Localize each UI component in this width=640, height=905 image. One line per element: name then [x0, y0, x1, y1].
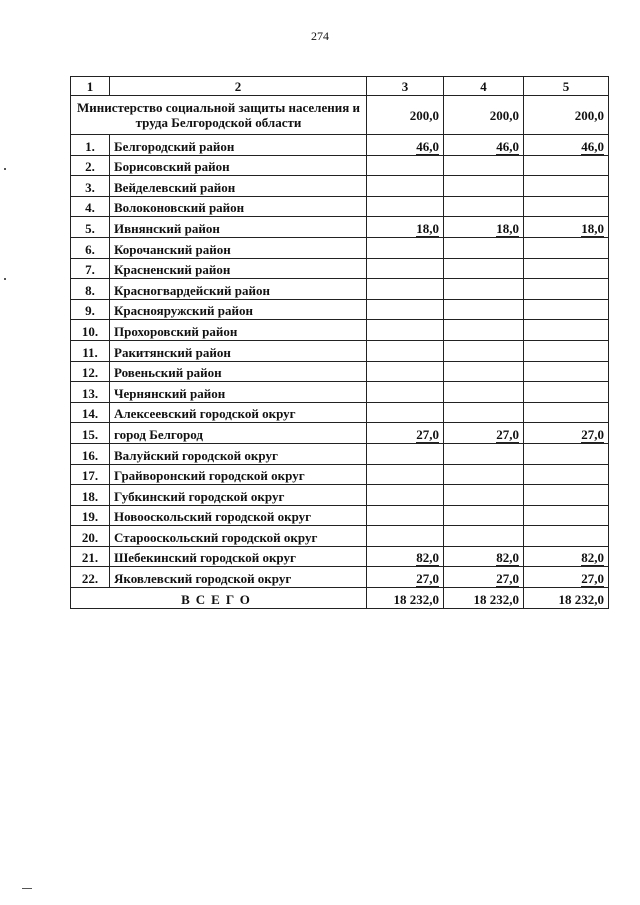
value-text: 27,0	[496, 571, 519, 587]
value-cell	[524, 567, 609, 588]
table-row	[71, 361, 609, 382]
district-name: Ровеньский район	[110, 361, 367, 382]
value-text: 18,0	[416, 220, 439, 236]
value-cell	[444, 196, 524, 217]
value-cell	[524, 464, 609, 485]
value-cell: 200,0	[524, 96, 609, 135]
value-cell	[444, 546, 524, 567]
row-number: 17.	[71, 464, 110, 485]
value-cell	[444, 135, 524, 156]
value-cell	[367, 423, 444, 444]
value-cell	[524, 299, 609, 320]
row-number: 9.	[71, 299, 110, 320]
scan-mark	[4, 168, 6, 170]
district-name: Красногвардейский район	[110, 279, 367, 300]
value-cell	[367, 361, 444, 382]
value-cell	[367, 320, 444, 341]
value-cell	[367, 176, 444, 197]
row-number: 15.	[71, 423, 110, 444]
district-name: Новооскольский городской округ	[110, 505, 367, 526]
ministry-name: Министерство социальной защиты населения и труда Белгородской области	[71, 96, 367, 135]
row-number: 4.	[71, 196, 110, 217]
district-name: Корочанский район	[110, 237, 367, 258]
value-cell	[444, 464, 524, 485]
header-row	[71, 77, 609, 96]
district-name: Ракитянский район	[110, 340, 367, 361]
value-cell	[367, 443, 444, 464]
value-cell	[444, 155, 524, 176]
header-cell: 3	[367, 77, 444, 96]
page-number: 274	[311, 29, 329, 43]
value-cell	[524, 443, 609, 464]
header-cell: 1	[71, 77, 110, 96]
district-name: Ивнянский район	[110, 217, 367, 238]
value-cell	[367, 546, 444, 567]
value-cell	[444, 423, 524, 444]
table-row	[71, 135, 609, 156]
value-text: 18,0	[581, 220, 604, 236]
value-cell	[444, 485, 524, 506]
row-number: 11.	[71, 340, 110, 361]
table-row	[71, 258, 609, 279]
table-row	[71, 423, 609, 444]
value-cell	[367, 258, 444, 279]
value-cell	[524, 258, 609, 279]
value-text: 27,0	[416, 571, 439, 587]
district-name: Губкинский городской округ	[110, 485, 367, 506]
value-cell	[367, 340, 444, 361]
value-cell	[444, 526, 524, 547]
district-name: Борисовский район	[110, 155, 367, 176]
value-cell	[444, 443, 524, 464]
value-cell	[367, 196, 444, 217]
ministry-row	[71, 96, 609, 135]
total-value: 18 232,0	[524, 588, 609, 609]
value-cell	[444, 382, 524, 403]
scan-mark	[4, 278, 6, 280]
district-name: Алексеевский городской округ	[110, 402, 367, 423]
value-text: 82,0	[581, 550, 604, 566]
value-cell	[524, 423, 609, 444]
row-number: 2.	[71, 155, 110, 176]
value-cell	[524, 196, 609, 217]
row-number: 3.	[71, 176, 110, 197]
district-name: Прохоровский район	[110, 320, 367, 341]
district-name: Чернянский район	[110, 382, 367, 403]
table-row	[71, 443, 609, 464]
table-row	[71, 464, 609, 485]
district-name: Грайворонский городской округ	[110, 464, 367, 485]
table-row	[71, 279, 609, 300]
value-cell	[524, 155, 609, 176]
scan-mark	[22, 888, 32, 889]
value-cell	[524, 382, 609, 403]
row-number: 16.	[71, 443, 110, 464]
value-cell	[444, 340, 524, 361]
value-text: 18,0	[496, 220, 519, 236]
total-value: 18 232,0	[367, 588, 444, 609]
value-cell	[367, 485, 444, 506]
table-row	[71, 320, 609, 341]
value-cell	[524, 176, 609, 197]
value-text: 82,0	[496, 550, 519, 566]
value-cell	[367, 382, 444, 403]
value-cell	[444, 361, 524, 382]
value-text: 82,0	[416, 550, 439, 566]
value-cell	[367, 464, 444, 485]
table-row	[71, 526, 609, 547]
value-cell	[524, 526, 609, 547]
district-name: Яковлевский городской округ	[110, 567, 367, 588]
value-cell: 200,0	[444, 96, 524, 135]
row-number: 7.	[71, 258, 110, 279]
district-name: Валуйский городской округ	[110, 443, 367, 464]
district-name: Краснояружский район	[110, 299, 367, 320]
total-value: 18 232,0	[444, 588, 524, 609]
value-cell	[444, 505, 524, 526]
row-number: 14.	[71, 402, 110, 423]
row-number: 8.	[71, 279, 110, 300]
row-number: 1.	[71, 135, 110, 156]
header-cell: 4	[444, 77, 524, 96]
value-cell	[524, 546, 609, 567]
value-cell	[367, 135, 444, 156]
budget-table	[70, 76, 609, 609]
table-row	[71, 382, 609, 403]
value-cell	[524, 135, 609, 156]
value-cell: 200,0	[367, 96, 444, 135]
total-label: ВСЕГО	[71, 588, 367, 609]
table-row	[71, 567, 609, 588]
value-cell	[444, 237, 524, 258]
table-row	[71, 299, 609, 320]
value-cell	[367, 237, 444, 258]
total-row	[71, 588, 609, 609]
district-name: Красненский район	[110, 258, 367, 279]
value-cell	[367, 299, 444, 320]
row-number: 12.	[71, 361, 110, 382]
value-text: 46,0	[496, 138, 519, 154]
row-number: 18.	[71, 485, 110, 506]
row-number: 5.	[71, 217, 110, 238]
value-cell	[367, 505, 444, 526]
district-name: город Белгород	[110, 423, 367, 444]
row-number: 19.	[71, 505, 110, 526]
value-cell	[524, 279, 609, 300]
row-number: 20.	[71, 526, 110, 547]
value-cell	[444, 279, 524, 300]
row-number: 6.	[71, 237, 110, 258]
value-cell	[524, 361, 609, 382]
value-cell	[367, 402, 444, 423]
value-text: 27,0	[416, 426, 439, 442]
value-text: 46,0	[416, 138, 439, 154]
row-number: 13.	[71, 382, 110, 403]
value-cell	[367, 526, 444, 547]
district-name: Белгородский район	[110, 135, 367, 156]
district-name: Старооскольский городской округ	[110, 526, 367, 547]
row-number: 22.	[71, 567, 110, 588]
table-row	[71, 237, 609, 258]
table-row	[71, 546, 609, 567]
table-row	[71, 485, 609, 506]
value-cell	[524, 237, 609, 258]
table-row	[71, 340, 609, 361]
value-text: 27,0	[496, 426, 519, 442]
value-cell	[444, 567, 524, 588]
value-cell	[367, 155, 444, 176]
value-cell	[367, 217, 444, 238]
value-text: 27,0	[581, 426, 604, 442]
value-cell	[444, 176, 524, 197]
value-cell	[444, 217, 524, 238]
header-cell: 5	[524, 77, 609, 96]
value-cell	[524, 402, 609, 423]
value-cell	[524, 320, 609, 341]
table-row	[71, 402, 609, 423]
value-cell	[444, 402, 524, 423]
value-cell	[444, 299, 524, 320]
table-row	[71, 155, 609, 176]
header-cell: 2	[110, 77, 367, 96]
value-cell	[524, 485, 609, 506]
table-row	[71, 196, 609, 217]
value-cell	[367, 279, 444, 300]
row-number: 21.	[71, 546, 110, 567]
district-name: Вейделевский район	[110, 176, 367, 197]
district-name: Волоконовский район	[110, 196, 367, 217]
value-cell	[444, 320, 524, 341]
value-cell	[524, 340, 609, 361]
value-cell	[367, 567, 444, 588]
table-row	[71, 217, 609, 238]
row-number: 10.	[71, 320, 110, 341]
district-name: Шебекинский городской округ	[110, 546, 367, 567]
value-cell	[524, 217, 609, 238]
table-row	[71, 176, 609, 197]
value-text: 27,0	[581, 571, 604, 587]
value-text: 46,0	[581, 138, 604, 154]
value-cell	[444, 258, 524, 279]
table-row	[71, 505, 609, 526]
value-cell	[524, 505, 609, 526]
